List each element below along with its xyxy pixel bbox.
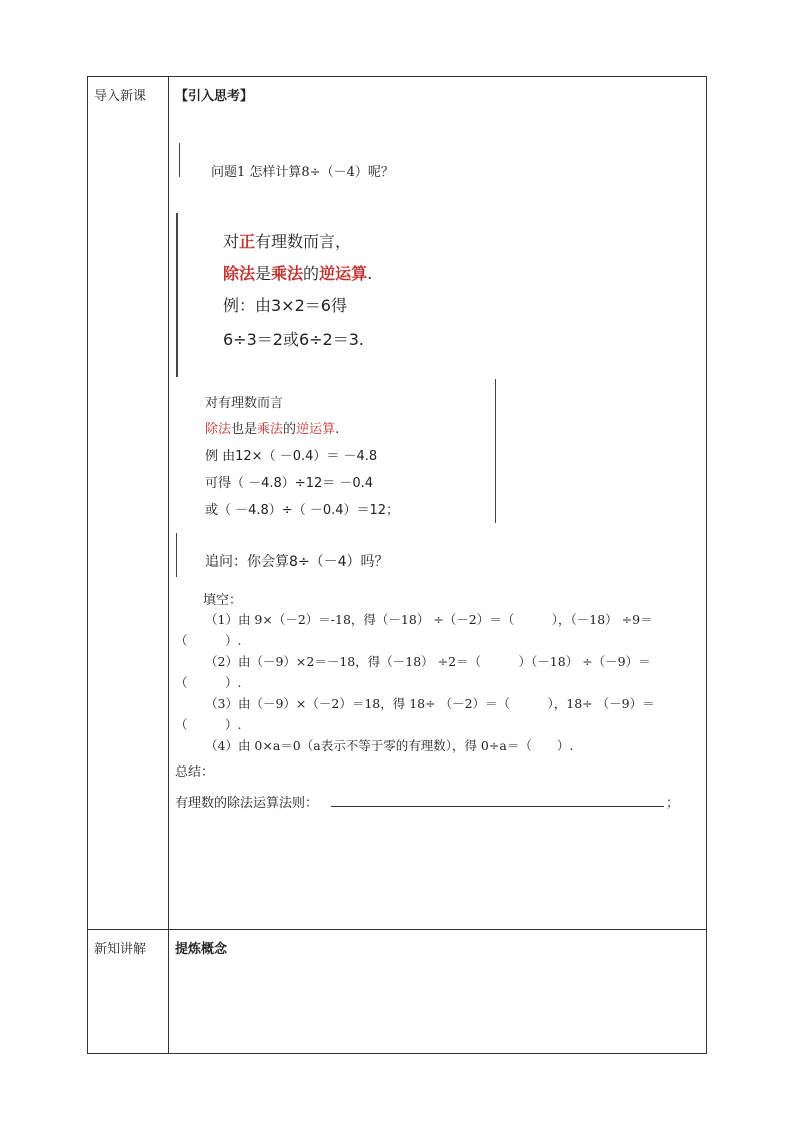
table-row-intro [88,77,707,930]
concept-heading: 提炼概念 [175,942,228,957]
fill-q1-line1: （1）由 9×（－2）＝-18，得（－18） ÷（－2）＝（ ），（－18） ÷9＝ [205,612,653,627]
box1-line1: 对正有理数而言， [223,232,352,251]
fill-q4: （4）由 0×a＝0（a表示不等于零的有理数），得 0÷a＝（ ）. [205,738,574,753]
box2-line5: 或（ －4.8）÷（ －0.4）＝12； [205,503,400,518]
box1-line4: 6÷3＝2或6÷2＝3. [223,330,364,349]
rule-answer-line[interactable] [331,806,664,807]
section-label-cell [88,77,169,930]
section-label-cell [88,930,169,1054]
section-label-new-knowledge: 新知讲解 [94,942,147,957]
intro-heading: 【引入思考】 [175,89,254,104]
fill-q3-line2: （ ）. [175,717,242,732]
lesson-table [87,76,707,1054]
question-1: 问题1 怎样计算8÷（－4）呢？ [211,165,394,180]
box2-line3: 例 由12×（ －0.4）＝ －4.8 [205,449,378,464]
box1-line2: 除法是乘法的逆运算. [223,264,373,283]
fill-title: 填空： [203,593,243,608]
fill-q1-line2: （ ）. [175,633,242,648]
followup-left-bar [176,533,177,577]
rule-label: 有理数的除法运算法则： [175,796,319,811]
box2-line2: 除法也是乘法的逆运算. [205,422,340,437]
rule-end: ； [666,796,680,811]
box2-line4: 可得（ －4.8）÷12＝ －0.4 [205,476,374,491]
fill-q2-line1: （2）由（－9）×2＝－18，得（－18） ÷2＝（ ）（－18） ÷（－9）＝ [205,654,651,669]
fill-q3-line1: （3）由（－9）×（－2）＝18，得 18÷ （－2）＝（ ），18÷ （－9）＝ [205,696,655,711]
box2-right-bar [495,379,496,523]
section-content-intro [169,77,707,930]
box2-line1: 对有理数而言 [205,396,284,411]
summary-label: 总结： [175,765,215,780]
question-left-bar [179,143,180,177]
table-row-new-knowledge [88,930,707,1054]
section-label-intro: 导入新课 [94,89,147,104]
section-content-new-knowledge [169,930,707,1054]
box1-line3: 例：由3×2＝6得 [223,296,347,315]
fill-q2-line2: （ ）. [175,675,242,690]
followup-question: 追问：你会算8÷（－4）吗？ [205,554,389,570]
box1-left-bar [176,213,178,377]
